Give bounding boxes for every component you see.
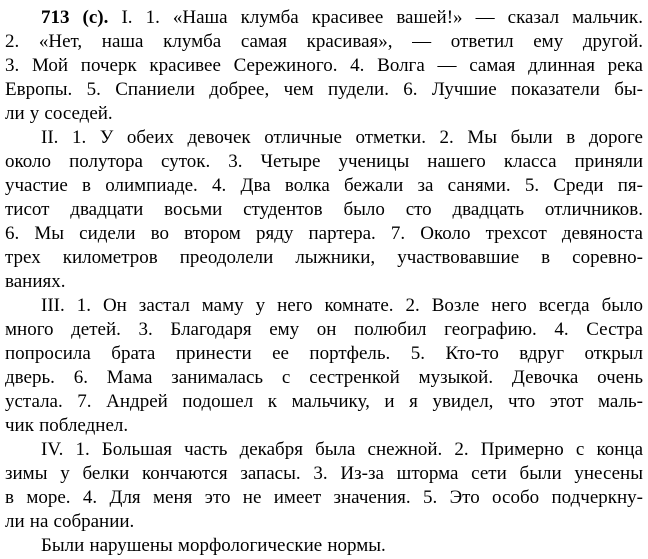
- line-text: I. 1. «Наша клумба красивее вашей!» — сказал мальчик.: [121, 7, 643, 28]
- text-line: 2. «Нет, наша клумба самая красивая», — ответил ему другой.: [5, 31, 643, 52]
- text-line: ли на собрании.: [5, 511, 135, 532]
- text-line: дверь. 6. Мама занималась с сестренкой музыкой. Девочка очень: [5, 367, 643, 388]
- text-line: ли у соседей.: [5, 103, 113, 124]
- text-line: трех километров преодолели лыжники, участвовавшие в соревно-: [5, 247, 643, 268]
- text-line: попросила брата принести ее портфель. 5. Кто-то вдруг открыл: [5, 343, 643, 364]
- text-line: Были нарушены морфологические нормы.: [41, 535, 386, 556]
- text-body: [5, 6, 643, 558]
- text-line: участие в олимпиаде. 4. Два волка бежали за санями. 5. Среди пя-: [5, 175, 643, 196]
- text-line: Европы. 5. Спаниели добрее, чем пудели. 6. Лучшие показатели бы-: [5, 79, 643, 100]
- text-line: II. 1. У обеих девочек отличные отметки. 2. Мы были в дороге: [41, 127, 643, 148]
- text-line: в море. 4. Для меня это не имеет значения. 5. Это особо подчеркну-: [5, 487, 643, 508]
- text-line: [5, 6, 643, 30]
- text-line: IV. 1. Большая часть декабря была снежной. 2. Примерно с конца: [41, 439, 643, 460]
- text-line: 3. Мой почерк красивее Сережиного. 4. Волга — самая длинная река: [5, 55, 643, 76]
- paragraph-III: [5, 294, 643, 438]
- paragraph-I: [5, 6, 643, 126]
- paragraph-note: [5, 534, 643, 558]
- text-line: III. 1. Он застал маму у него комнате. 2. Возле него всегда было: [41, 295, 643, 316]
- text-line: тисот двадцати восьми студентов было сто двадцать отличников.: [5, 199, 643, 220]
- text-line: зимы у белки кончаются запасы. 3. Из-за шторма сети были унесены: [5, 463, 643, 484]
- exercise-number: 713 (с).: [41, 7, 109, 28]
- text-line: 6. Мы сидели во втором ряду партера. 7. Около трехсот девяноста: [5, 223, 643, 244]
- text-line: чик побледнел.: [5, 415, 129, 436]
- text-line: около полутора суток. 3. Четыре ученицы нашего класса приняли: [5, 151, 643, 172]
- text-line: много детей. 3. Благодаря ему он полюбил географию. 4. Сестра: [5, 319, 643, 340]
- text-line: устала. 7. Андрей подошел к мальчику, и я увидел, что этот маль-: [5, 391, 643, 412]
- paragraph-IV: [5, 438, 643, 534]
- text-line: ваниях.: [5, 271, 66, 292]
- paragraph-II: [5, 126, 643, 294]
